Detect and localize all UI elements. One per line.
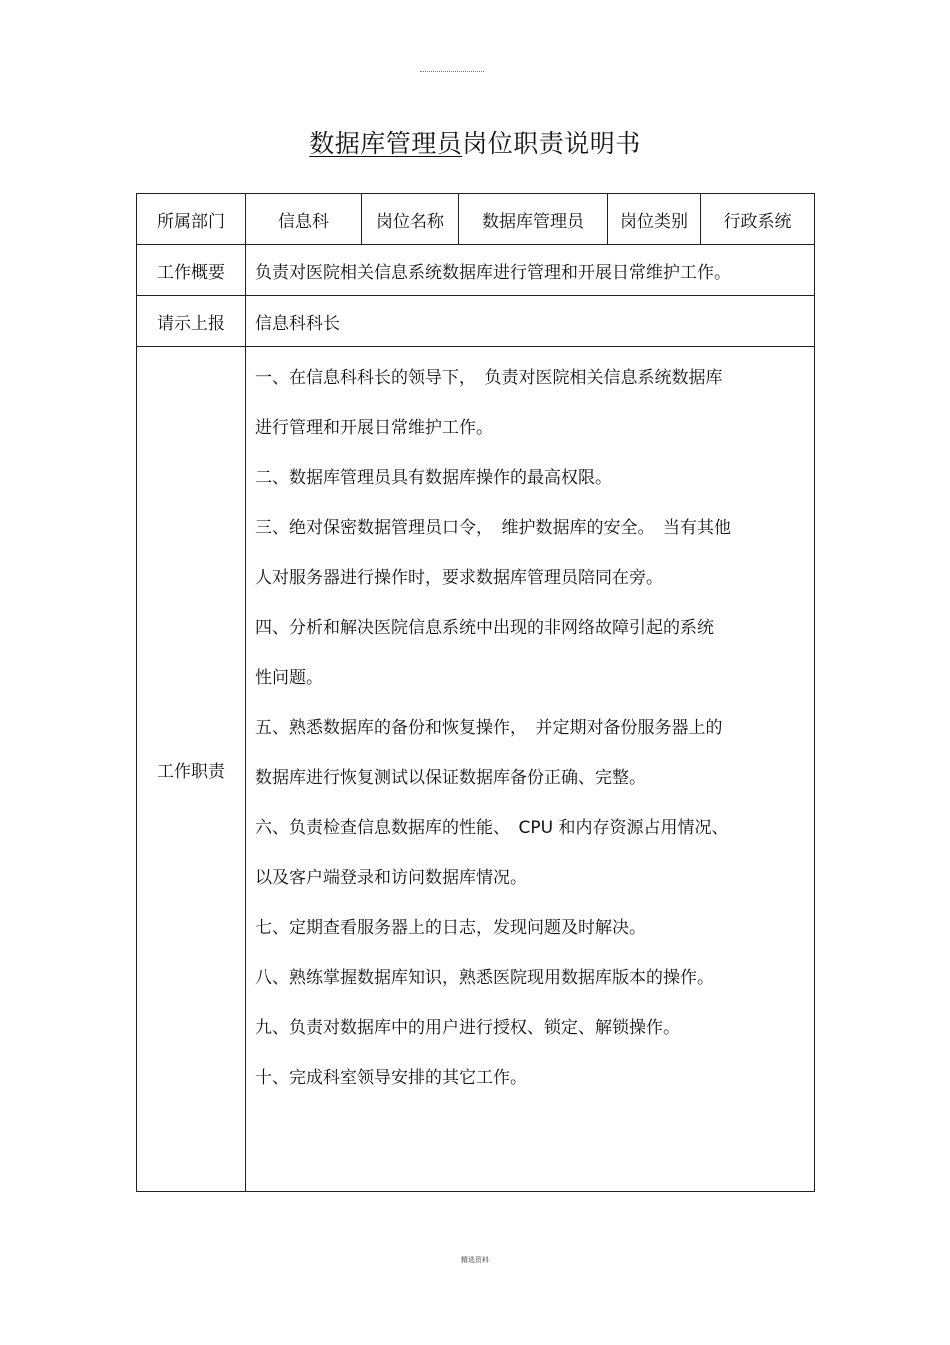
title-underlined-part: 数据库管理员 <box>309 129 463 158</box>
table-row-summary <box>137 245 815 296</box>
duty-line: 四、分析和解决医院信息系统中出现的非网络故障引起的系统 <box>255 618 714 638</box>
duty-line: 二、数据库管理员具有数据库操作的最高权限。 <box>255 468 612 488</box>
duty-line: 八、熟练掌握数据库知识，熟悉医院现用数据库版本的操作。 <box>255 968 714 988</box>
category-label-cell: 岗位类别 <box>608 194 701 245</box>
duty-line: 九、负责对数据库中的用户进行授权、锁定、解锁操作。 <box>255 1018 680 1038</box>
dept-label-cell: 所属部门 <box>137 194 246 245</box>
header-dotted-rule <box>420 71 484 72</box>
dept-value-cell: 信息科 <box>246 194 362 245</box>
post-value-cell: 数据库管理员 <box>459 194 608 245</box>
duty-line: 三、绝对保密数据管理员口令， 维护数据库的安全。 当有其他 <box>255 518 731 538</box>
table-row-department <box>137 194 815 245</box>
report-label-cell: 请示上报 <box>137 296 246 347</box>
duty-line: 一、在信息科科长的领导下， 负责对医院相关信息系统数据库 <box>255 368 723 388</box>
duty-line: 以及客户端登录和访问数据库情况。 <box>255 868 527 888</box>
summary-value-cell: 负责对医院相关信息系统数据库进行管理和开展日常维护工作。 <box>246 245 815 296</box>
duty-line: 五、熟悉数据库的备份和恢复操作， 并定期对备份服务器上的 <box>255 718 723 738</box>
report-value-cell: 信息科科长 <box>246 296 815 347</box>
job-description-table <box>136 193 815 1192</box>
summary-label-cell: 工作概要 <box>137 245 246 296</box>
duty-line: 性问题。 <box>255 668 323 688</box>
title-rest-part: 岗位职责说明书 <box>462 129 641 158</box>
duties-label-cell: 工作职责 <box>137 347 246 1192</box>
post-label-cell: 岗位名称 <box>362 194 459 245</box>
duties-body-cell <box>246 347 815 1192</box>
duty-line: 六、负责检查信息数据库的性能、 CPU 和内存资源占用情况、 <box>255 818 729 838</box>
duty-line: 十、完成科室领导安排的其它工作。 <box>255 1068 527 1088</box>
document-title <box>0 124 950 160</box>
table-row-report <box>137 296 815 347</box>
category-value-cell: 行政系统 <box>701 194 815 245</box>
duty-line: 数据库进行恢复测试以保证数据库备份正确、完整。 <box>255 768 646 788</box>
table-row-duties <box>137 347 815 1192</box>
footer-note: 精选资料 <box>461 1256 489 1264</box>
duty-line: 七、定期查看服务器上的日志，发现问题及时解决。 <box>255 918 646 938</box>
duty-line: 人对服务器进行操作时，要求数据库管理员陪同在旁。 <box>255 568 663 588</box>
duty-line: 进行管理和开展日常维护工作。 <box>255 418 493 438</box>
